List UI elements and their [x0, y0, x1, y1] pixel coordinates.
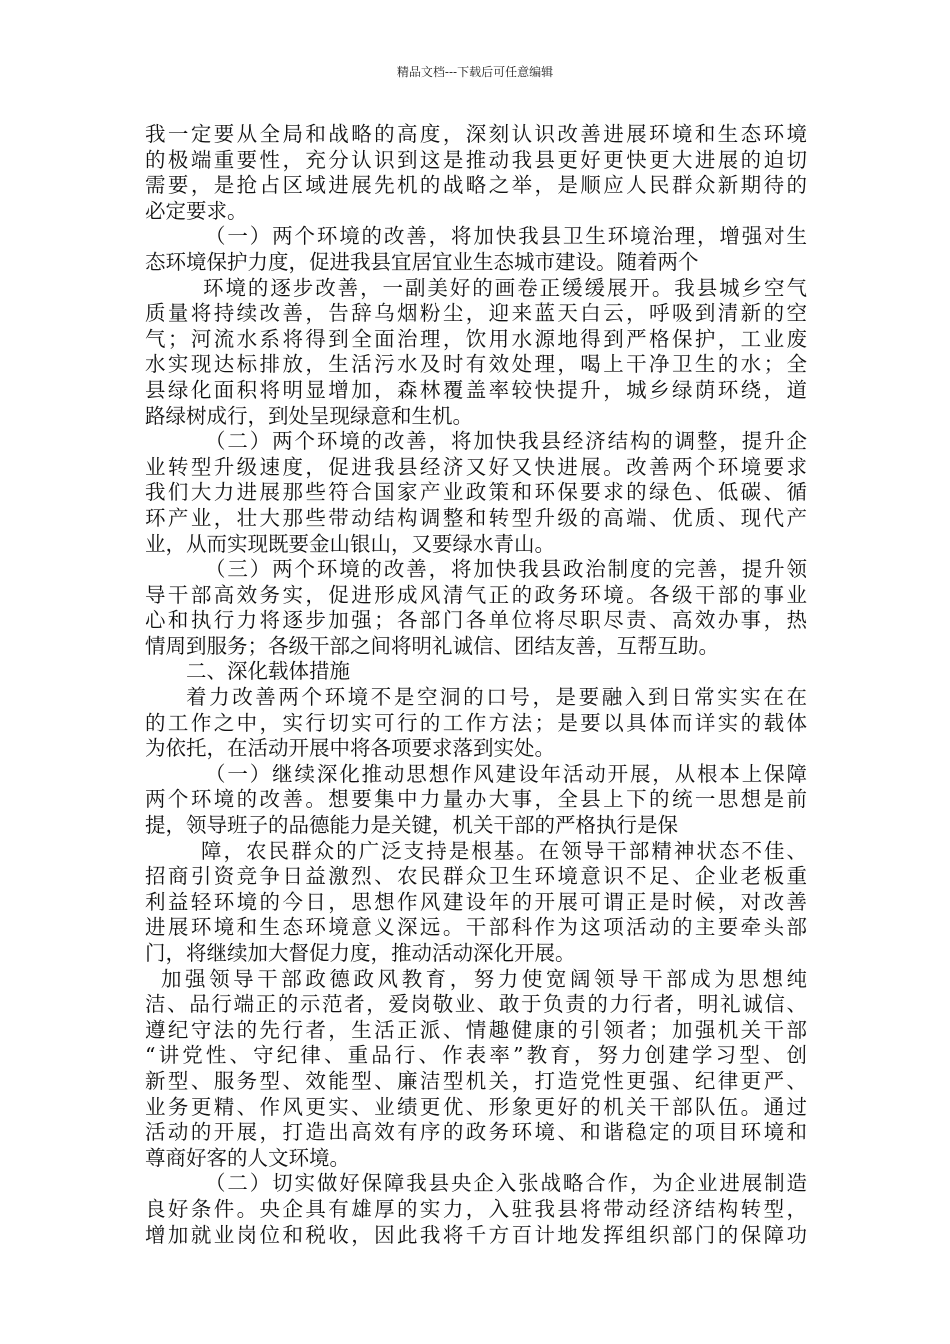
- text-line: “讲党性、守纪律、重品行、作表率”教育，努力创建学习型、创: [145, 1043, 807, 1068]
- text-line: 心和执行力将逐步加强；各部门各单位将尽职尽责、高效办事，热: [145, 608, 807, 633]
- text-line: 环境的逐步改善，一副美好的画卷正缓缓展开。我县城乡空气: [203, 275, 807, 300]
- text-line: 招商引资竞争日益激烈、农民群众卫生环境意识不足、企业老板重: [145, 864, 807, 889]
- text-line: 环产业，壮大那些带动结构调整和转型升级的高端、优质、现代产: [145, 505, 807, 530]
- text-line: 新型、服务型、效能型、廉洁型机关，打造党性更强、纪律更严、: [145, 1068, 807, 1093]
- text-line: 进展环境和生态环境意义深远。干部科作为这项活动的主要牵头部: [145, 915, 807, 940]
- text-line: 遵纪守法的先行者，生活正派、情趣健康的引领者；加强机关干部: [145, 1017, 807, 1042]
- text-line: 障，农民群众的广泛支持是根基。在领导干部精神状态不佳、: [201, 838, 807, 863]
- section-heading: 二、深化载体措施: [186, 659, 350, 684]
- text-line: 活动的开展，打造出高效有序的政务环境、和谐稳定的项目环境和: [145, 1120, 807, 1145]
- text-line: （二）切实做好保障我县央企入张战略合作，为企业进展制造: [205, 1171, 807, 1196]
- text-line: 业，从而实现既要金山银山，又要绿水青山。: [145, 531, 555, 556]
- text-line: 尊商好客的人文环境。: [145, 1145, 350, 1170]
- text-line: （三）两个环境的改善，将加快我县政治制度的完善，提升领: [205, 557, 807, 582]
- text-line: 态环境保护力度，促进我县宜居宜业生态城市建设。随着两个: [145, 249, 699, 274]
- text-line: 利益轻环境的今日，思想作风建设年的开展可谓正是时候，对改善: [145, 889, 807, 914]
- text-line: 我一定要从全局和战略的高度，深刻认识改善进展环境和生态环境: [145, 122, 807, 146]
- page-header: 精品文档---下载后可任意编辑: [396, 65, 554, 79]
- text-line: 业务更精、作风更实、业绩更优、形象更好的机关干部队伍。通过: [145, 1094, 807, 1119]
- text-line: （一）继续深化推动思想作风建设年活动开展，从根本上保障: [205, 761, 807, 786]
- text-line: 为依托，在活动开展中将各项要求落到实处。: [145, 736, 555, 761]
- text-line: （二）两个环境的改善，将加快我县经济结构的调整，提升企: [205, 429, 807, 454]
- text-line: 两个环境的改善。想要集中力量办大事，全县上下的统一思想是前: [145, 787, 807, 812]
- text-line: 洁、品行端正的示范者，爱岗敬业、敢于负责的力行者，明礼诚信、: [145, 992, 807, 1017]
- text-line: 门，将继续加大督促力度，推动活动深化开展。: [145, 941, 576, 965]
- text-line: 业转型升级速度，促进我县经济又好又快进展。改善两个环境要求: [145, 454, 807, 479]
- text-line: 提，领导班子的品德能力是关键，机关干部的严格执行是保: [145, 813, 678, 838]
- document-body: [145, 122, 807, 1248]
- text-line: 路绿树成行，到处呈现绿意和生机。: [145, 403, 473, 428]
- text-line: 必定要求。: [145, 198, 248, 223]
- text-line: 着力改善两个环境不是空洞的口号，是要融入到日常实实在在: [186, 685, 807, 710]
- text-line: 气；河流水系将得到全面治理，饮用水源地得到严格保护，工业废: [145, 326, 807, 351]
- text-line: 质量将持续改善，告辞乌烟粉尘，迎来蓝天白云，呼吸到清新的空: [145, 301, 807, 326]
- text-line: 良好条件。央企具有雄厚的实力，入驻我县将带动经济结构转型，: [145, 1196, 807, 1221]
- text-line: 导干部高效务实，促进形成风清气正的政务环境。各级干部的事业: [145, 582, 807, 607]
- text-line: 水实现达标排放，生活污水及时有效处理，喝上干净卫生的水；全: [145, 352, 807, 377]
- text-line: 情周到服务；各级干部之间将明礼诚信、团结友善，互帮互助。: [145, 633, 719, 658]
- text-line: 增加就业岗位和税收，因此我将千方百计地发挥组织部门的保障功: [145, 1222, 807, 1247]
- text-line: 加强领导干部政德政风教育，努力使宽阔领导干部成为思想纯: [161, 966, 807, 991]
- text-line: 的工作之中，实行切实可行的工作方法；是要以具体而详实的载体: [145, 710, 807, 735]
- text-line: 我们大力进展那些符合国家产业政策和环保要求的绿色、低碳、循: [145, 480, 807, 505]
- text-line: 的极端重要性，充分认识到这是推动我县更好更快更大进展的迫切: [145, 147, 807, 172]
- text-line: （一）两个环境的改善，将加快我县卫生环境治理，增强对生: [205, 224, 807, 249]
- text-line: 需要，是抢占区域进展先机的战略之举，是顺应人民群众新期待的: [145, 173, 807, 198]
- text-line: 县绿化面积将明显增加，森林覆盖率较快提升，城乡绿荫环绕，道: [145, 377, 807, 402]
